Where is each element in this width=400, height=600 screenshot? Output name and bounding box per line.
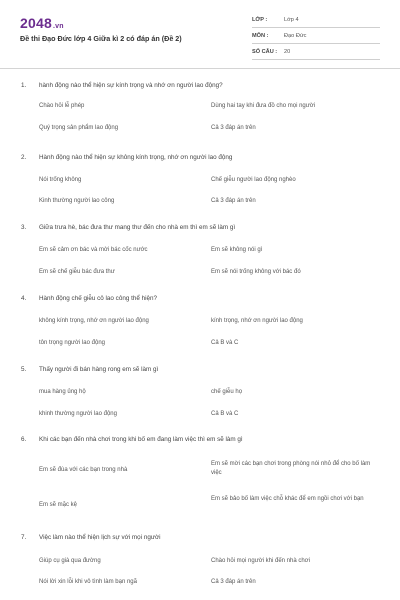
logo-suffix: .vn: [52, 23, 64, 30]
question-number: 7.: [21, 534, 27, 541]
option-b[interactable]: Em sẽ mời các bạn chơi trong phòng nói nhỏ để cho bố làm việc: [211, 461, 371, 476]
option-a[interactable]: Giúp cụ già qua đường: [39, 558, 101, 564]
option-a[interactable]: không kính trọng, nhớ ơn người lao động: [39, 318, 149, 324]
question-number: 1.: [21, 82, 27, 89]
meta-key: SỐ CÂU :: [252, 49, 278, 55]
option-a[interactable]: Chào hỏi lễ phép: [39, 103, 85, 109]
question-stem: Khi các bạn đến nhà chơi trong khi bố em đang làm việc thì em sẽ làm gì: [39, 436, 243, 443]
option-c[interactable]: Nói lời xin lỗi khi vô tình làm bạn ngã: [39, 579, 137, 585]
question-number: 3.: [21, 224, 27, 231]
option-b[interactable]: Dùng hai tay khi đưa đồ cho mọi người: [211, 103, 316, 109]
meta-key: MÔN :: [252, 33, 269, 39]
meta-value: Lớp 4: [284, 17, 299, 23]
meta-key: LỚP :: [252, 17, 268, 23]
question-stem: hành động nào thể hiện sự kính trọng và nhớ ơn người lao động?: [39, 82, 223, 89]
option-c[interactable]: Quý trọng sản phẩm lao động: [39, 125, 119, 131]
option-a[interactable]: mua hàng ủng hộ: [39, 389, 86, 395]
meta-row-count: [252, 46, 380, 60]
option-c[interactable]: khinh thường người lao động: [39, 411, 117, 417]
logo-main: 2048: [20, 15, 52, 31]
option-d[interactable]: Em sẽ nói trống không với bác đó: [211, 269, 301, 275]
header-divider: [0, 68, 400, 69]
option-b[interactable]: chế giễu họ: [211, 389, 243, 395]
question-number: 2.: [21, 154, 27, 161]
option-c[interactable]: tôn trọng người lao động: [39, 340, 105, 346]
option-d[interactable]: Cả 3 đáp án trên: [211, 579, 256, 585]
question-stem: Giữa trưa hè, bác đưa thư mang thư đến cho nhà em thì em sẽ làm gì: [39, 224, 236, 231]
question-stem: Hành động nào thể hiện sự không kính trọng, nhớ ơn người lao động: [39, 154, 233, 161]
option-d[interactable]: Cả 3 đáp án trên: [211, 125, 256, 131]
site-logo[interactable]: [20, 15, 64, 31]
meta-value: 20: [284, 49, 291, 55]
question-number: 6.: [21, 436, 27, 443]
option-c[interactable]: Kinh thường người lao công: [39, 198, 115, 204]
option-d[interactable]: Cả B và C: [211, 340, 239, 346]
option-c[interactable]: Em sẽ mặc kệ: [39, 502, 78, 508]
question-number: 5.: [21, 366, 27, 373]
option-d[interactable]: Cả 3 đáp án trên: [211, 198, 256, 204]
option-b[interactable]: Chế giễu người lao động nghèo: [211, 177, 296, 183]
option-d[interactable]: Em sẽ bảo bố làm việc chỗ khác để em ngồi chơi với bạn: [211, 496, 364, 502]
meta-row-class: [252, 14, 380, 28]
option-a[interactable]: Em sẽ cảm ơn bác và mời bác cốc nước: [39, 247, 148, 253]
meta-table: [252, 14, 380, 62]
option-b[interactable]: Chào hỏi mọi người khi đến nhà chơi: [211, 558, 310, 564]
option-b[interactable]: kính trọng, nhớ ơn người lao động: [211, 318, 303, 324]
question-stem: Việc làm nào thể hiện lịch sự với mọi người: [39, 534, 161, 541]
document-title: Đề thi Đạo Đức lớp 4 Giữa kì 2 có đáp án (Đề 2): [20, 34, 182, 43]
question-stem: Thấy người đi bán hàng rong em sẽ làm gì: [39, 366, 159, 373]
document-header: [0, 0, 400, 66]
meta-row-subject: [252, 30, 380, 44]
meta-value: Đạo Đức: [284, 33, 307, 39]
option-c[interactable]: Em sẽ chế giễu bác đưa thư: [39, 269, 115, 275]
option-d[interactable]: Cả B và C: [211, 411, 239, 417]
option-a[interactable]: Em sẽ đùa với các bạn trong nhà: [39, 467, 128, 473]
option-a[interactable]: Nói trống không: [39, 177, 82, 183]
question-number: 4.: [21, 295, 27, 302]
option-b[interactable]: Em sẽ không nói gì: [211, 247, 263, 253]
question-stem: Hành động chế giễu cô lao công thể hiện?: [39, 295, 157, 302]
